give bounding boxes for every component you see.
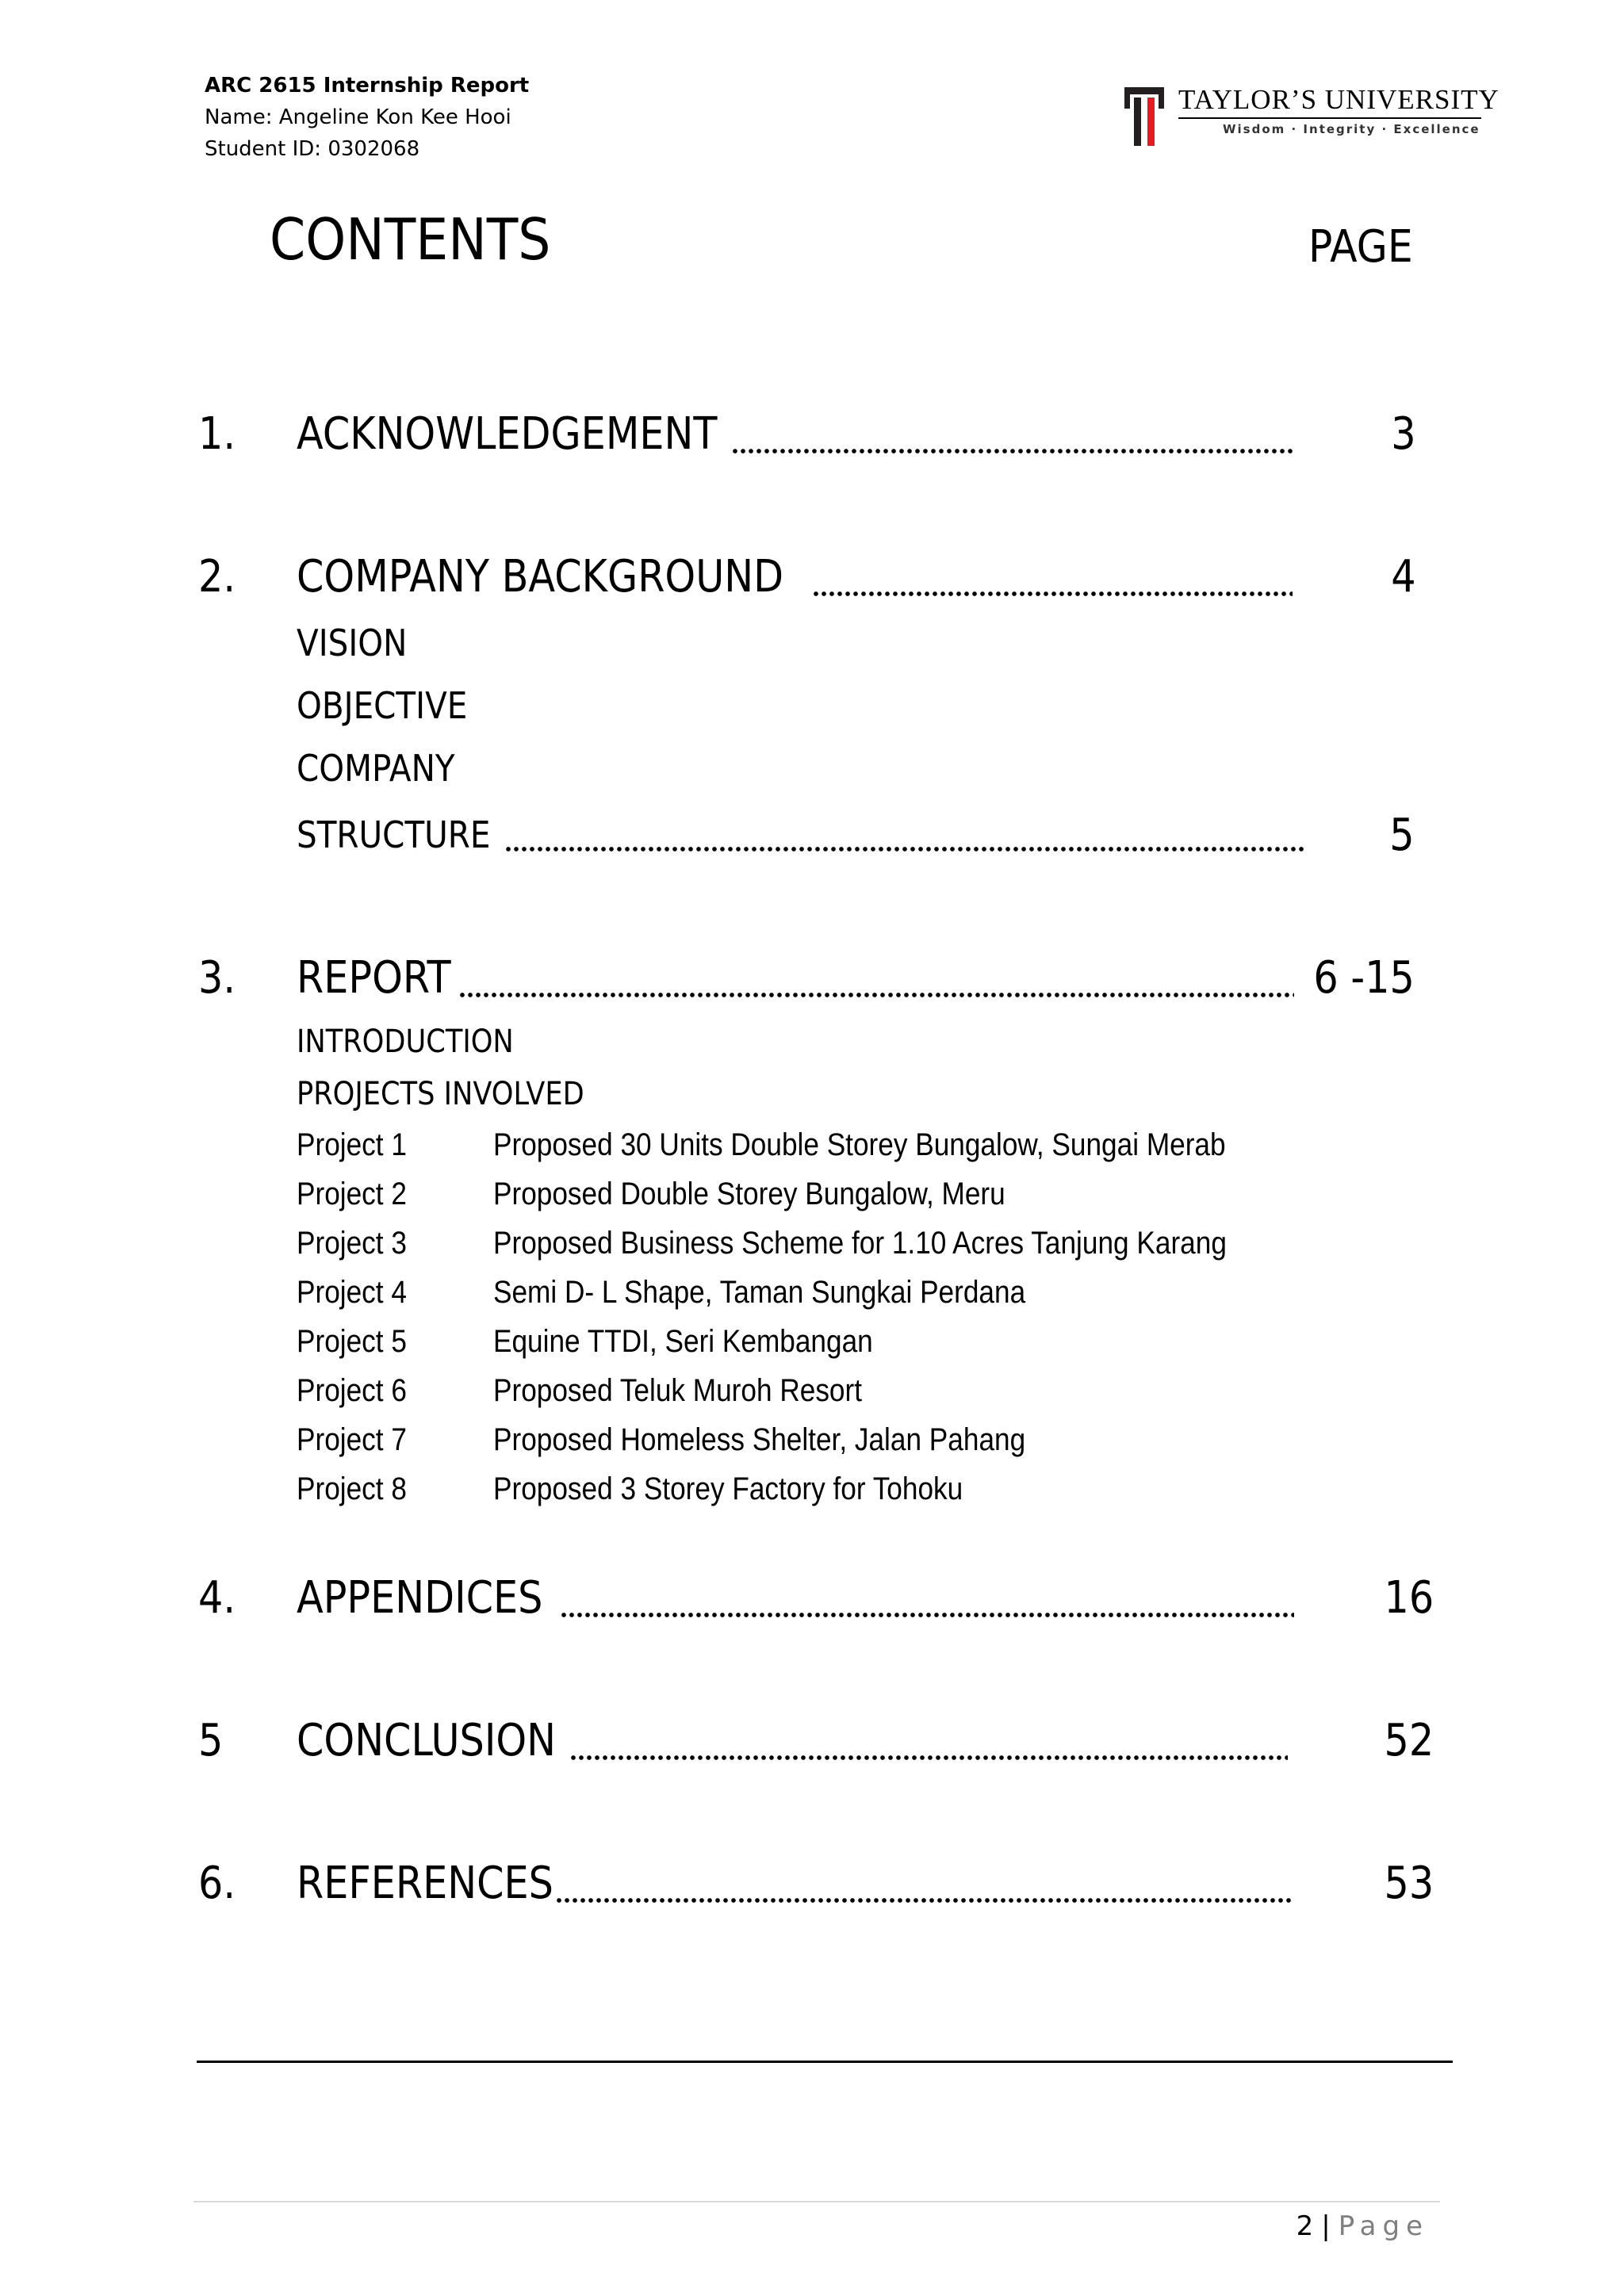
project-list-item[interactable] [0, 1219, 1624, 1267]
toc-entry-appendices[interactable] [0, 1567, 1624, 1630]
toc-title: REPORT [297, 952, 451, 1004]
page-footer [1297, 2209, 1429, 2244]
toc-title: APPENDICES [297, 1572, 543, 1624]
toc-leader-dots [569, 1755, 1288, 1760]
university-name: TAYLOR’S UNIVERSITY [1178, 84, 1500, 115]
footer-page-number: 2 [1296, 2210, 1314, 2242]
toc-title: COMPANY BACKGROUND [297, 551, 784, 603]
toc-page-number: 3 [1391, 408, 1416, 460]
project-title: Proposed 3 Storey Factory for Tohoku [493, 1471, 963, 1506]
toc-page-number: 6 -15 [1313, 952, 1415, 1004]
toc-entry-conclusion[interactable] [0, 1709, 1624, 1773]
toc-leader-dots [812, 591, 1293, 596]
toc-leader-dots [560, 1613, 1294, 1617]
toc-entry-company-background[interactable] [0, 545, 1624, 609]
toc-sub-objective[interactable]: OBJECTIVE [297, 684, 468, 727]
project-label: Project 6 [297, 1373, 407, 1408]
toc-sub-structure: STRUCTURE [297, 813, 491, 856]
project-list-item[interactable] [0, 1121, 1624, 1169]
student-name: Name: Angeline Kon Kee Hooi [205, 105, 511, 129]
project-list-item[interactable] [0, 1416, 1624, 1464]
university-logo [1124, 82, 1500, 146]
project-title: Equine TTDI, Seri Kembangan [493, 1324, 873, 1359]
project-label: Project 2 [297, 1177, 407, 1211]
project-title: Proposed Business Scheme for 1.10 Acres Tanjung Karang [493, 1226, 1227, 1261]
toc-page-number: 4 [1391, 551, 1416, 603]
toc-number: 3. [198, 952, 236, 1004]
toc-number: 2. [198, 551, 236, 603]
project-label: Project 5 [297, 1324, 407, 1359]
toc-entry-report[interactable] [0, 947, 1624, 1010]
toc-leader-dots [731, 449, 1293, 453]
toc-number: 5 [198, 1715, 224, 1766]
toc-page-number: 52 [1384, 1715, 1434, 1766]
toc-sub-projects-involved[interactable]: PROJECTS INVOLVED [297, 1076, 584, 1112]
report-header [205, 70, 529, 165]
university-crest-icon [1124, 87, 1164, 146]
project-list-item[interactable] [0, 1318, 1624, 1365]
project-label: Project 4 [297, 1275, 407, 1310]
footer-divider [193, 2201, 1440, 2202]
project-label: Project 8 [297, 1471, 407, 1506]
footer-page-word: Page [1338, 2210, 1429, 2242]
project-title: Semi D- L Shape, Taman Sungkai Perdana [493, 1275, 1026, 1310]
toc-leader-dots [458, 993, 1294, 997]
toc-title: ACKNOWLEDGEMENT [297, 408, 718, 460]
toc-number: 6. [198, 1858, 236, 1909]
project-title: Proposed Teluk Muroh Resort [493, 1373, 863, 1408]
logo-divider [1178, 117, 1481, 119]
course-title: ARC 2615 Internship Report [205, 74, 530, 98]
project-list-item[interactable] [0, 1170, 1624, 1218]
toc-page-number: 16 [1384, 1572, 1434, 1624]
toc-leader-dots [555, 1898, 1294, 1903]
project-label: Project 3 [297, 1226, 407, 1261]
toc-number: 1. [198, 408, 236, 460]
toc-title: REFERENCES [297, 1858, 553, 1909]
project-label: Project 1 [297, 1127, 407, 1162]
page-column-heading: PAGE [1308, 221, 1413, 273]
project-list-item[interactable] [0, 1465, 1624, 1513]
toc-page-number: 53 [1384, 1858, 1434, 1909]
toc-sub-company[interactable]: COMPANY [297, 747, 455, 790]
university-motto: Wisdom · Integrity · Excellence [1223, 122, 1480, 136]
student-id: Student ID: 0302068 [205, 137, 420, 161]
toc-leader-dots [504, 847, 1304, 851]
toc-sub-vision[interactable]: VISION [297, 622, 408, 664]
project-list-item[interactable] [0, 1367, 1624, 1414]
project-label: Project 7 [297, 1422, 407, 1457]
toc-entry-acknowledgement[interactable] [0, 403, 1624, 466]
toc-entry-structure[interactable] [0, 807, 1624, 863]
toc-entry-references[interactable] [0, 1852, 1624, 1915]
toc-page-number: 5 [1389, 809, 1415, 861]
toc-number: 4. [198, 1572, 236, 1624]
project-title: Proposed Homeless Shelter, Jalan Pahang [493, 1422, 1026, 1457]
toc-title: CONCLUSION [297, 1715, 557, 1766]
toc-sub-introduction[interactable]: INTRODUCTION [297, 1024, 514, 1060]
project-title: Proposed Double Storey Bungalow, Meru [493, 1177, 1005, 1211]
contents-heading: CONTENTS [270, 206, 551, 273]
project-list-item[interactable] [0, 1269, 1624, 1316]
horizontal-divider [197, 2061, 1453, 2063]
project-title: Proposed 30 Units Double Storey Bungalow, Sungai Merab [493, 1127, 1226, 1162]
footer-separator: | [1321, 2210, 1331, 2242]
